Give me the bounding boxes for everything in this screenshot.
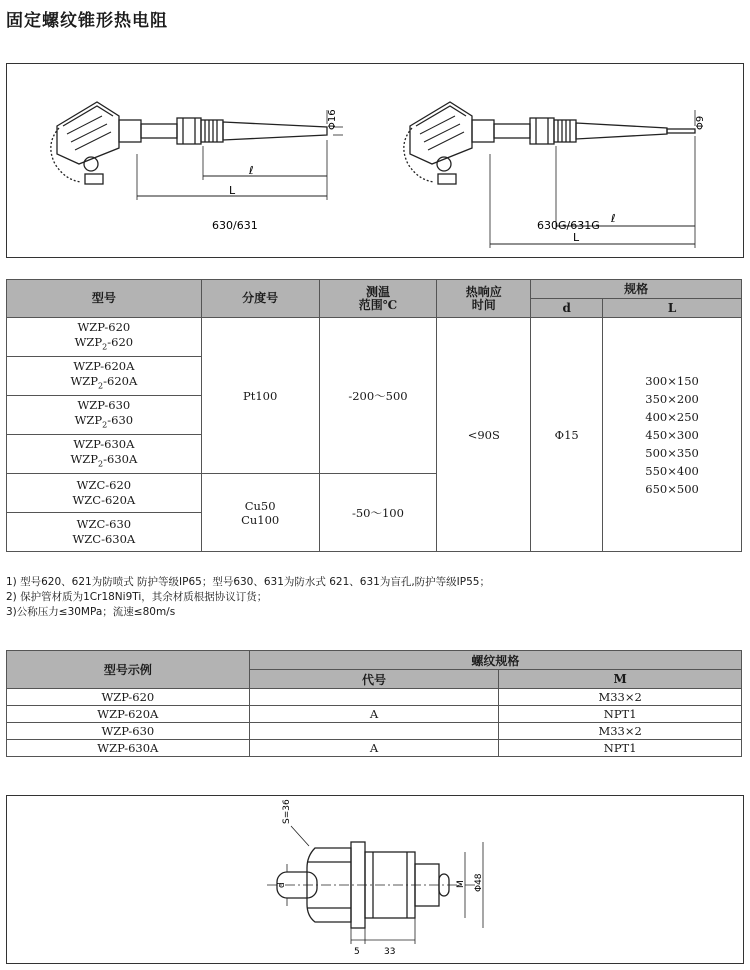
- response-time: <90S: [437, 318, 531, 552]
- d-value: Φ15: [531, 318, 603, 552]
- sensor-drawings: [7, 64, 743, 257]
- table-row: WZP-630A A NPT1: [7, 740, 742, 757]
- taper-tube: [223, 122, 327, 140]
- thread-table: [6, 650, 742, 757]
- tip: [667, 129, 695, 133]
- pt-range: -200～500: [319, 318, 437, 474]
- header-M: M: [499, 670, 742, 689]
- spec-table: [6, 279, 742, 552]
- header-graduation: 分度号: [201, 280, 319, 318]
- page-title: 固定螺纹锥形热电阻: [6, 11, 168, 31]
- table-row: WZP-630 M33×2: [7, 723, 742, 740]
- header-range: 测温 范围℃: [319, 280, 437, 318]
- header-model: 型号: [7, 280, 202, 318]
- sensor-drawing-panel: [6, 63, 744, 258]
- phi48-label: Φ48: [474, 873, 484, 892]
- model-cell: WZC-630 WZC-630A: [7, 513, 202, 552]
- sensor-630-caption: 630/631: [212, 219, 258, 232]
- note-line: 1) 型号620、621为防喷式 防护等级IP65；型号630、631为防水式 621、631为盲孔,防护等级IP55；: [6, 576, 490, 588]
- model-cell: WZP-620A $WZP_2-620A$: [7, 357, 202, 396]
- M-label: M: [456, 880, 466, 888]
- neck: [119, 120, 141, 142]
- header-L: L: [603, 299, 742, 318]
- dim-33: 33: [384, 947, 396, 957]
- header-thread-spec: 螺纹规格: [249, 651, 741, 670]
- header-spec: 规格: [531, 280, 742, 299]
- model-cell: WZP-630 $WZP_2-630$: [7, 396, 202, 435]
- header-code: 代号: [249, 670, 499, 689]
- header-model-example: 型号示例: [7, 651, 250, 689]
- model-cell: WZC-620 WZC-620A: [7, 474, 202, 513]
- note-line: 3)公称压力≤30MPa；流速≤80m/s: [6, 606, 176, 618]
- cu-graduation: Cu50 Cu100: [201, 474, 319, 552]
- L-values: 300×150 350×200 400×250 450×300 500×350 550×400 650×500: [603, 318, 742, 552]
- hex-nut: [530, 118, 554, 144]
- sensor-630g-l-label: ℓ: [611, 212, 616, 225]
- hex-nut: [177, 118, 201, 144]
- taper-tube: [576, 123, 667, 139]
- header-response: 热响应 时间: [437, 280, 531, 318]
- sensor-630-diameter: Φ16: [327, 109, 338, 130]
- neck-tube: [141, 124, 177, 138]
- note-line: 2) 保护管材质为1Cr18Ni9Ti，其余材质根据协议订货；: [6, 591, 268, 603]
- pt-graduation: Pt100: [201, 318, 319, 474]
- cu-range: -50～100: [319, 474, 437, 552]
- table-row: WZP-620A A NPT1: [7, 706, 742, 723]
- notes: [6, 575, 490, 620]
- header-d: d: [531, 299, 603, 318]
- sensor-630-L-label: L: [229, 184, 236, 197]
- d-label: d: [277, 882, 287, 888]
- sensor-630-drawing: [51, 102, 343, 200]
- fitting-drawing-panel: [6, 795, 744, 964]
- table-row: WZP-620 M33×2: [7, 689, 742, 706]
- thread: [554, 120, 576, 142]
- sensor-630-l-label: ℓ: [249, 164, 254, 177]
- thread: [201, 120, 223, 142]
- chain: [51, 128, 81, 182]
- model-cell: WZP-620 $WZP_2-620$: [7, 318, 202, 357]
- sensor-630g-diameter: Φ9: [695, 115, 706, 130]
- chain: [404, 128, 434, 182]
- fitting-drawing: [7, 796, 743, 963]
- sensor-630g-L-label: L: [573, 231, 580, 244]
- model-cell: WZP-630A $WZP_2-630A$: [7, 435, 202, 474]
- dim-5: 5: [354, 947, 360, 957]
- s-label: S=36: [282, 799, 292, 824]
- sensor-630g-caption: 630G/631G: [537, 219, 600, 232]
